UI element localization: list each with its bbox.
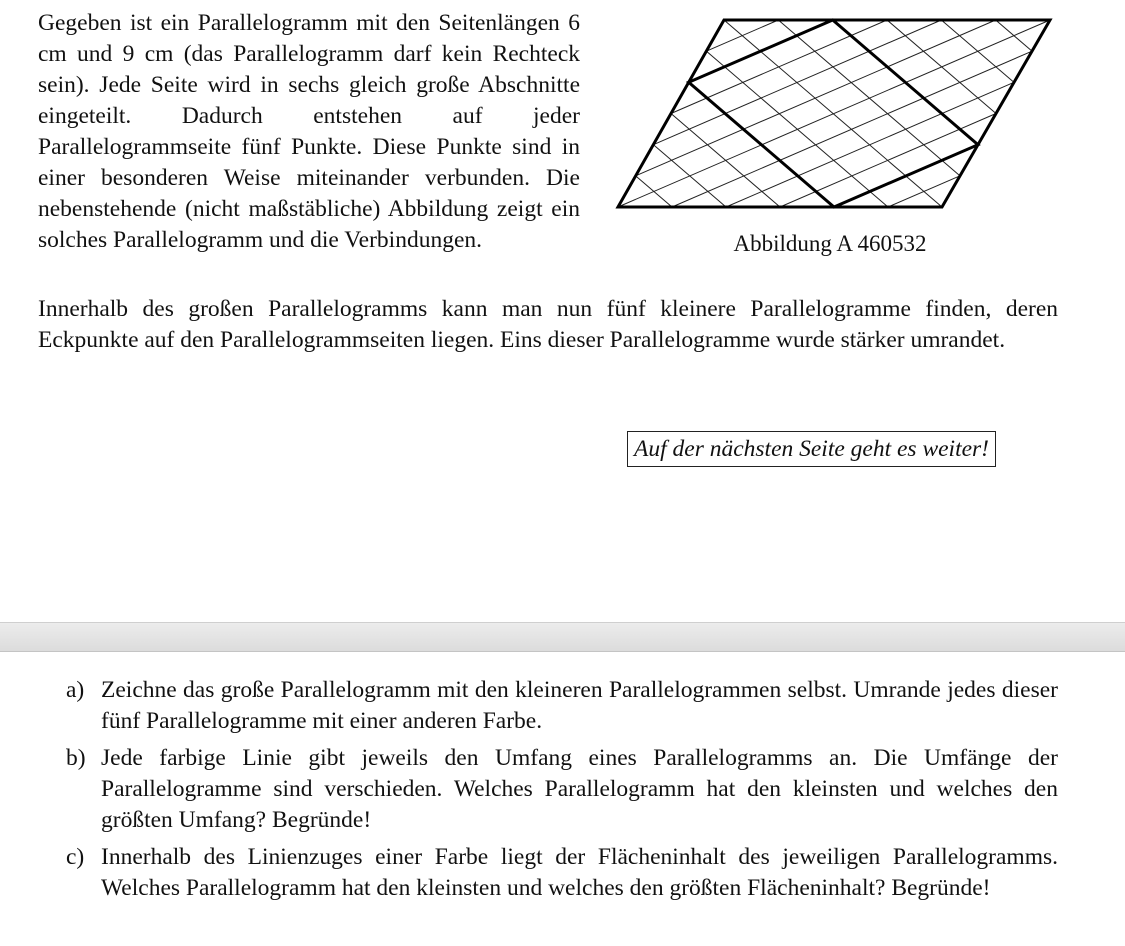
connection-lines bbox=[618, 20, 1050, 207]
task-b-text: Jede farbige Linie gibt jeweils den Umfang eines Parallelogramms an. Die Umfänge der Parallelogramme sind verschieden. Welches Parallelogramm hat den kleinsten und welches den größten Umfang? Begründe! bbox=[101, 745, 1058, 833]
task-c-label: c) bbox=[66, 844, 85, 870]
task-a-text: Zeichne das große Parallelogramm mit den kleineren Parallelogrammen selbst. Umrande jedes dieser fünf Parallelogramme mit einer anderen Farbe. bbox=[101, 677, 1058, 734]
task-list bbox=[66, 675, 1058, 910]
task-b bbox=[66, 743, 1058, 836]
connection-line bbox=[780, 114, 996, 208]
task-b-label: b) bbox=[66, 745, 86, 771]
task-a bbox=[66, 675, 1058, 737]
connection-line bbox=[726, 82, 1014, 207]
paragraph-2: Innerhalb des großen Parallelogramms kann man nun fünf kleinere Parallelogramme finden, deren Eckpunkte auf den Parallelogrammseiten liegen. Eins dieser Parallelogramme wurde stärker umrandet. bbox=[38, 296, 1058, 353]
connection-line bbox=[671, 20, 887, 114]
parallelogram-figure bbox=[612, 12, 1057, 212]
connection-line bbox=[706, 20, 778, 51]
figure-caption: Abbildung A 460532 bbox=[733, 231, 927, 256]
connection-line bbox=[636, 20, 996, 176]
task-c-text: Innerhalb des Linienzuges einer Farbe liegt der Flächeninhalt des jeweiligen Parallelogramms. Welches Parallelogramm hat den kleinsten und welches den größten Flächeninhalt? Begründe! bbox=[101, 844, 1058, 901]
connection-line bbox=[653, 20, 941, 145]
connection-line bbox=[672, 51, 1032, 207]
connection-line bbox=[618, 20, 1050, 207]
continue-notice: Auf der nächsten Seite geht es weiter! bbox=[627, 431, 996, 467]
task-c bbox=[66, 842, 1058, 904]
task-a-label: a) bbox=[66, 677, 85, 703]
intro-paragraph: Gegeben ist ein Parallelogramm mit den Seitenlängen 6 cm und 9 cm (das Parallelogramm darf kein Rechteck sein). Jede Seite wird in sechs gleich große Abschnitte eingeteilt. Dadurch entstehen auf jeder Parallelogrammseite fünf Punkte. Diese Punkte sind in einer besonderen Weise miteinander verbunden. Die nebenstehende (nicht maßstäbliche) Abbildung zeigt ein solches Parallelogramm und die Verbindungen. bbox=[38, 10, 580, 253]
page-separator bbox=[0, 622, 1125, 652]
